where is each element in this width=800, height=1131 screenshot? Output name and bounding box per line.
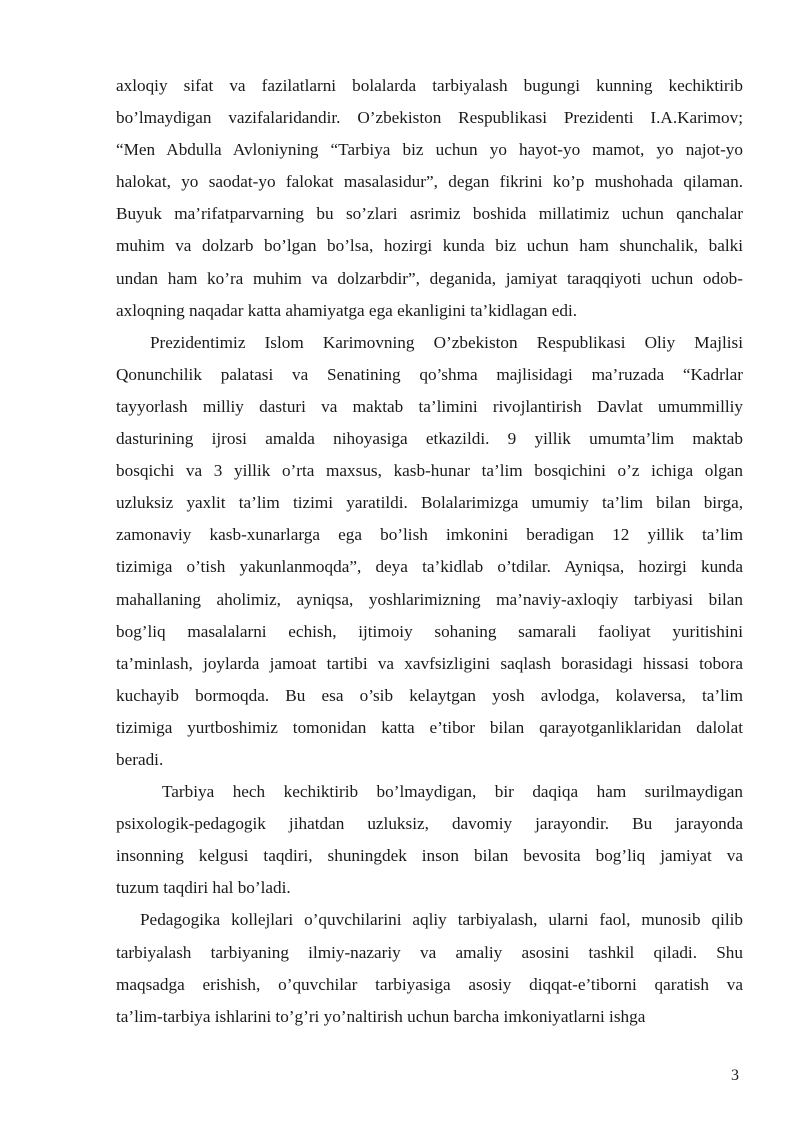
text-line: muhim va dolzarb bo’lgan bo’lsa, hozirgi kunda biz uchun ham shunchalik, balki: [116, 236, 743, 256]
text-line: Pedagogika kollejlari o’quvchilarini aqliy tarbiyalash, ularni faol, munosib qilib: [140, 910, 743, 930]
text-line: Buyuk ma’rifatparvarning bu so’zlari asrimiz boshida millatimiz uchun qanchalar: [116, 204, 743, 224]
text-line: maqsadga erishish, o’quvchilar tarbiyasiga asosiy diqqat-e’tiborni qaratish va: [116, 974, 743, 994]
text-line: ta’lim-tarbiya ishlarini to’g’ri yo’naltirish uchun barcha imkoniyatlarni ishga: [116, 1006, 646, 1026]
text-line: axloqning naqadar katta ahamiyatga ega ekanligini ta’kidlagan edi.: [116, 300, 578, 320]
text-line: tuzum taqdiri hal bo’ladi.: [116, 878, 291, 898]
text-line: tizimiga o’tish yakunlanmoqda”, deya ta’kidlab o’tdilar. Ayniqsa, hozirgi kunda: [116, 557, 743, 577]
text-line: zamonaviy kasb-xunarlarga ega bo’lish imkonini beradigan 12 yillik ta’lim: [116, 525, 743, 545]
text-line: Prezidentimiz Islom Karimovning O’zbekiston Respublikasi Oliy Majlisi: [150, 332, 743, 352]
text-line: kuchayib bormoqda. Bu esa o’sib kelaytgan yosh avlodga, kolaversa, ta’lim: [116, 685, 743, 705]
text-line: Tarbiya hech kechiktirib bo’lmaydigan, bir daqiqa ham surilmaydigan: [162, 782, 743, 802]
text-line: tizimiga yurtboshimiz tomonidan katta e’tibor bilan qarayotganliklaridan dalolat: [116, 717, 743, 737]
text-line: beradi.: [116, 749, 164, 769]
text-line: uzluksiz yaxlit ta’lim tizimi yaratildi. Bolalarimizga umumiy ta’lim bilan birga,: [116, 493, 743, 513]
text-line: tayyorlash milliy dasturi va maktab ta’limini rivojlantirish Davlat umummilliy: [116, 396, 743, 416]
text-line: “Men Abdulla Avloniyning “Tarbiya biz uchun yo hayot-yo mamot, yo najot-yo: [116, 140, 743, 160]
paragraph: [116, 776, 743, 904]
text-line: insonning kelgusi taqdiri, shuningdek inson bilan bevosita bog’liq jamiyat va: [116, 846, 743, 866]
text-line: mahallaning aholimiz, ayniqsa, yoshlarimizning ma’naviy-axloqiy tarbiyasi bilan: [116, 589, 743, 609]
text-line: ta’minlash, joylarda jamoat tartibi va xavfsizligini saqlash borasidagi hissasi tobora: [116, 653, 743, 673]
paragraph: [116, 70, 743, 327]
text-line: undan ham ko’ra muhim va dolzarbdir”, deganida, jamiyat taraqqiyoti uchun odob-: [116, 268, 743, 288]
page-number: 3: [731, 1067, 739, 1084]
text-line: halokat, yo saodat-yo falokat masalasidur”, degan fikrini ko’p mushohada qilaman.: [116, 172, 743, 192]
text-line: dasturining ijrosi amalda nihoyasiga etkazildi. 9 yillik umumta’lim maktab: [116, 429, 743, 449]
text-line: Qonunchilik palatasi va Senatining qo’shma majlisidagi ma’ruzada “Kadrlar: [116, 364, 743, 384]
text-line: psixologik-pedagogik jihatdan uzluksiz, davomiy jarayondir. Bu jarayonda: [116, 814, 743, 834]
text-line: bo’lmaydigan vazifalaridandir. O’zbekiston Respublikasi Prezidenti I.A.Karimov;: [116, 108, 743, 128]
text-line: axloqiy sifat va fazilatlarni bolalarda tarbiyalash bugungi kunning kechiktirib: [116, 76, 743, 95]
text-line: bog’liq masalalarni echish, ijtimoiy sohaning samarali faoliyat yuritishini: [116, 621, 743, 641]
paragraph: [116, 327, 743, 776]
text-line: tarbiyalash tarbiyaning ilmiy-nazariy va amaliy asosini tashkil qiladi. Shu: [116, 942, 743, 962]
text-line: bosqichi va 3 yillik o’rta maxsus, kasb-hunar ta’lim bosqichini o’z ichiga olgan: [116, 461, 743, 481]
paragraph: [116, 904, 743, 1032]
document-body: [116, 70, 743, 1033]
